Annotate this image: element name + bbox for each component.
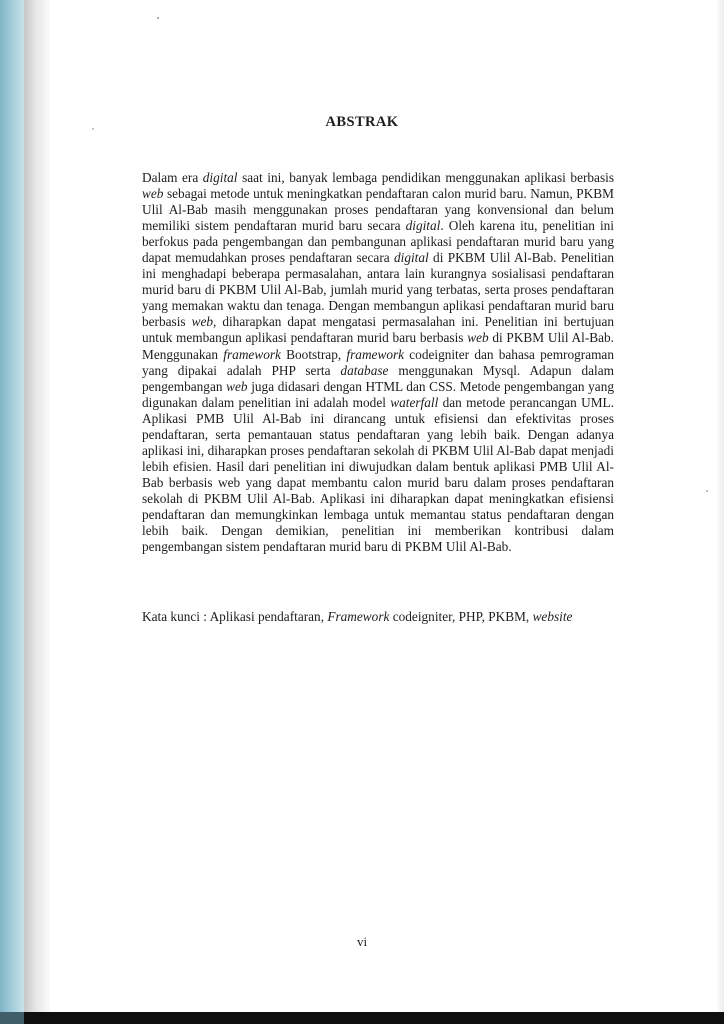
- scan-speck: [157, 17, 159, 19]
- text-run: saat ini, banyak lembaga pendidikan menggunakan aplikasi berbasis: [237, 170, 614, 185]
- italic-term: Framework: [327, 609, 390, 624]
- italic-term: web: [191, 314, 213, 330]
- text-run: di PKBM Ulil Al-Bab. Penelitian ini menghadapi beberapa permasalahan, antara lain kurangnya sosialisasi pendaftaran murid baru di PKBM Ulil Al-Bab, jumlah murid yang terbatas, serta proses pendaftaran yang memakan waktu dan tenaga. Dengan membangun aplikasi pendaftaran murid baru berbasis: [142, 250, 614, 330]
- italic-term: framework: [346, 346, 405, 362]
- page-title: ABSTRAK: [325, 114, 399, 130]
- text-run: codeigniter, PHP, PKBM,: [389, 609, 533, 624]
- scanner-edge-left: [0, 0, 24, 1024]
- text-run: . Oleh karena itu, penelitian ini berfokus pada pengembangan dan pembangunan aplikasi pendaftaran murid baru yang dapat memudahkan proses pendaftaran secara: [142, 218, 614, 266]
- italic-term: website: [532, 609, 573, 624]
- text-run: codeigniter dan bahasa pemrograman yang dipakai adalah PHP serta: [142, 346, 614, 378]
- scanner-corner: [0, 1012, 24, 1024]
- italic-term: web: [142, 186, 164, 202]
- text-run: di PKBM Ulil Al-Bab. Menggunakan: [142, 330, 614, 362]
- text-run: Bootstrap,: [280, 346, 347, 362]
- text-run: Dalam era: [142, 170, 203, 185]
- italic-term: web: [467, 330, 489, 346]
- page-number: vi: [356, 934, 368, 949]
- italic-term: database: [340, 362, 389, 378]
- italic-term: digital: [394, 250, 429, 266]
- page-binding-shadow: [24, 0, 50, 1024]
- abstract-paragraph: [142, 170, 614, 555]
- text-run: dan metode perancangan UML. Aplikasi PMB Ulil Al-Bab ini dirancang untuk efisiensi dan efektivitas proses pendaftaran, serta pemantauan status pendaftaran yang lebih baik. Dengan adanya aplikasi ini, diharapkan proses pendaftaran sekolah di PKBM Ulil Al-Bab dapat menjadi lebih efisien. Hasil dari penelitian ini diwujudkan dalam bentuk aplikasi PMB Ulil Al-Bab berbasis web yang dapat membantu calon murid baru dalam proses pendaftaran sekolah di PKBM Ulil Al-Bab. Aplikasi ini diharapkan dapat meningkatkan efisiensi pendaftaran dan memungkinkan lembaga untuk memantau status pendaftaran dengan lebih baik. Dengan demikian, penelitian ini memberikan kontribusi dalam pengembangan sistem pendaftaran murid baru di PKBM Ulil Al-Bab.: [142, 394, 614, 555]
- scan-speck: [706, 490, 708, 492]
- italic-term: digital: [202, 170, 238, 185]
- scanner-edge-bottom: [0, 1012, 724, 1024]
- text-run: , diharapkan dapat mengatasi permasalahan ini. Penelitian ini bertujuan untuk membangun aplikasi pendaftaran murid baru berbasis: [142, 314, 614, 346]
- text-run: sebagai metode untuk meningkatkan pendaftaran calon murid baru. Namun, PKBM Ulil Al-Bab masih menggunakan proses pendaftaran yang konvensional dan belum memiliki sistem pendaftaran murid baru secara: [142, 186, 614, 234]
- italic-term: waterfall: [390, 394, 439, 410]
- italic-term: framework: [223, 346, 281, 362]
- italic-term: web: [226, 378, 248, 394]
- text-run: menggunakan Mysql. Adapun dalam pengembangan: [142, 362, 614, 394]
- text-run: juga didasari dengan HTML dan CSS. Metode pengembangan yang digunakan dalam penelitian ini adalah model: [142, 378, 614, 410]
- text-run: Kata kunci : Aplikasi pendaftaran,: [142, 609, 328, 624]
- italic-term: digital: [405, 218, 441, 234]
- page-edge-right: [716, 0, 724, 1024]
- keywords-line: [142, 609, 622, 625]
